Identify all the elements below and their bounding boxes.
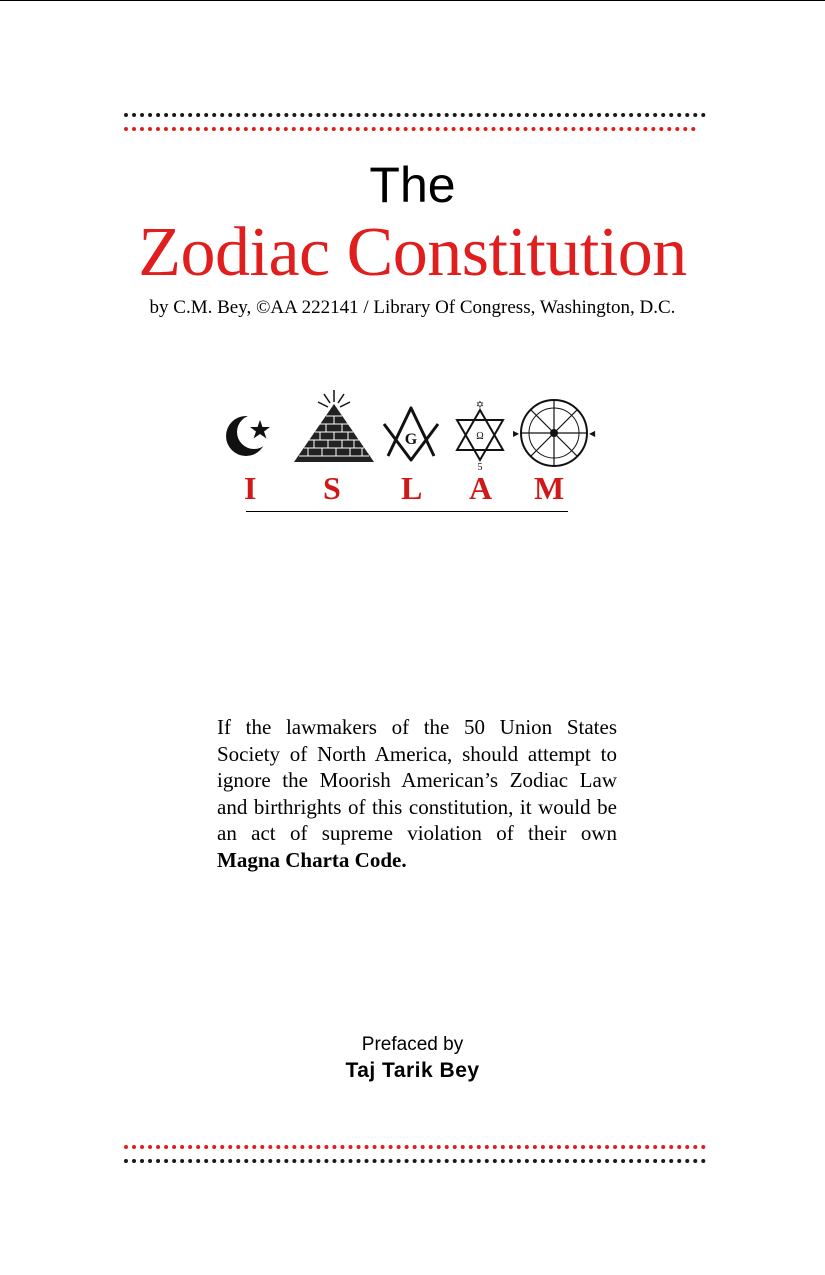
quote-text: If the lawmakers of the 50 Union States Society of North America, should attempt to ignore the Moorish American’s Zodiac Law and birthrights of this constitution, it would be an act of supreme violation of their own [217,715,617,845]
hexagram-icon [451,398,509,470]
svg-text:✡: ✡ [475,400,485,411]
title-main: Zodiac Constitution [138,214,687,291]
quote-bold-phrase: Magna Charta Code. [217,847,407,872]
islam-letter-a: A [469,470,493,506]
top-dotted-rule-black [124,113,706,117]
constitution-quote [217,714,617,873]
islam-underline [246,511,568,512]
islam-letters [240,470,570,506]
islam-letter-s: S [323,470,341,506]
islam-letter-m: M [534,470,565,506]
svg-text:Ω: Ω [476,431,484,442]
preface-label: Prefaced by [361,1034,464,1055]
zodiac-wheel-icon [511,396,597,470]
pyramid-eye-icon [290,388,378,468]
islam-letter-l: L [401,470,423,506]
svg-text:▶: ▶ [513,429,520,438]
svg-text:5: 5 [477,462,483,470]
emblem-row [215,388,605,478]
top-border [0,0,825,1]
crescent-star-icon [220,410,280,460]
title-the: The [369,157,456,213]
svg-text:G: G [404,431,418,448]
bottom-dotted-rule-red [124,1145,706,1149]
preface-author: Taj Tarik Bey [345,1059,480,1082]
byline: by C.M. Bey, ©AA 222141 / Library Of Congress, Washington, D.C. [149,297,676,318]
islam-letter-i: I [244,470,257,506]
preface-block [0,1033,825,1085]
svg-text:◀: ◀ [589,429,596,438]
top-dotted-rule-red [124,127,696,131]
square-compass-icon [378,402,444,466]
bottom-dotted-rule-black [124,1159,706,1163]
